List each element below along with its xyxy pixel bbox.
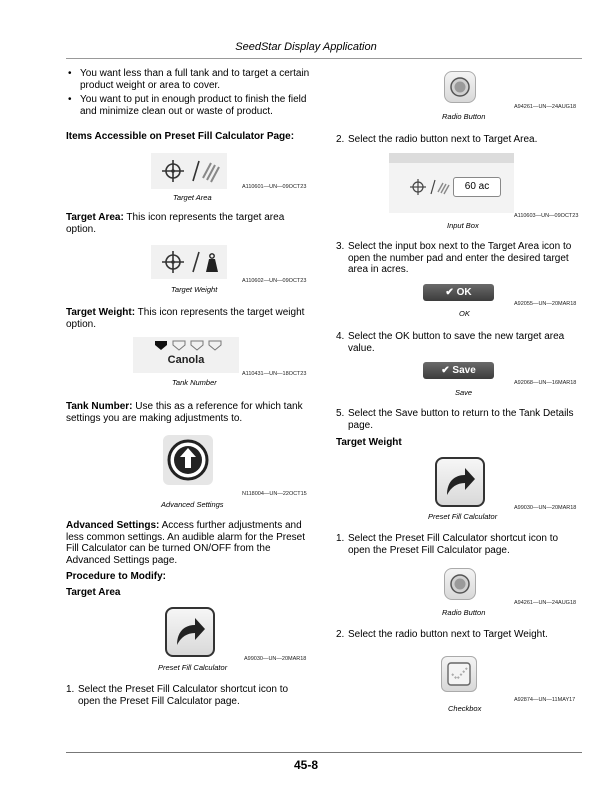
preset-fill-calculator-figure xyxy=(165,607,215,657)
term: Advanced Settings: xyxy=(66,520,160,531)
figure-caption: Radio Button xyxy=(442,608,486,617)
bullet-list xyxy=(66,68,316,120)
figure-id: A92874—UN—11MAY17 xyxy=(514,697,576,703)
target-weight-figure xyxy=(151,245,227,279)
figure-caption: Advanced Settings xyxy=(161,500,224,509)
preset-fill-calculator-figure xyxy=(435,457,485,507)
step-text: Select the Save button to return to the Tank Details page. xyxy=(348,408,574,431)
step-text: Select the radio button next to Target Area. xyxy=(348,134,538,145)
footer-rule xyxy=(66,752,582,753)
tank-number-figure xyxy=(133,337,239,373)
figure-id: A92055—UN—20MAR18 xyxy=(514,301,577,307)
step-text: Select the Preset Fill Calculator shortcut icon to open the Preset Fill Calculator page. xyxy=(78,684,289,707)
target-area-figure xyxy=(151,153,227,189)
radio-button-figure xyxy=(444,568,476,600)
figure-id: A99030—UN—20MAR18 xyxy=(244,656,307,662)
target-area-desc xyxy=(66,212,316,235)
term: Target Area: xyxy=(66,212,124,223)
figure-id: A94261—UN—24AUG18 xyxy=(514,600,577,606)
checkbox-figure xyxy=(441,656,477,692)
ok-button[interactable] xyxy=(423,284,494,301)
save-button[interactable] xyxy=(423,362,494,379)
target-area-input[interactable]: 60 ac xyxy=(453,177,501,197)
header-rule xyxy=(66,58,582,59)
figure-caption: Target Area xyxy=(173,193,212,202)
target-area-icon xyxy=(151,153,227,189)
ok-label: OK xyxy=(456,287,472,298)
figure-caption: Preset Fill Calculator xyxy=(158,663,228,672)
step-number: 2. xyxy=(336,134,345,145)
desc: This icon represents the target weight option. xyxy=(66,307,305,330)
tank-number-desc xyxy=(66,401,316,424)
step-number: 3. xyxy=(336,241,345,252)
step-text: Select the OK button to save the new target area value. xyxy=(348,331,565,354)
figure-caption: Checkbox xyxy=(448,704,482,713)
step-number: 1. xyxy=(336,533,345,544)
term: Target Weight: xyxy=(66,307,136,318)
target-weight-heading: Target Weight xyxy=(336,437,402,448)
desc: Access further adjustments and less common settings. An audible alarm for the Preset Fill Calculator can be turned ON/OFF from the Advanced Settings page. xyxy=(66,520,306,566)
figure-id: A110602—UN—09OCT23 xyxy=(242,278,307,284)
figure-caption: Radio Button xyxy=(442,112,486,121)
tank-indicator-icons xyxy=(153,339,259,353)
bullet-item: • You want to put in enough product to finish the field and minimize clean out or waste of product. xyxy=(66,94,316,117)
desc: Use this as a reference for which tank settings you are making adjustments to. xyxy=(66,401,303,424)
checkbox-icon xyxy=(442,657,476,691)
share-arrow-icon xyxy=(167,609,213,655)
figure-id: A94261—UN—24AUG18 xyxy=(514,104,577,110)
step-number: 5. xyxy=(336,408,345,419)
target-weight-icon xyxy=(151,245,227,279)
page-header: SeedStar Display Application xyxy=(235,41,377,53)
step-text: Select the Preset Fill Calculator shortcut icon to open the Preset Fill Calculator page. xyxy=(348,533,559,556)
radio-button-icon xyxy=(445,569,475,599)
radio-button-icon xyxy=(445,72,475,102)
procedure-heading: Procedure to Modify: xyxy=(66,571,167,582)
figure-id: A99030—UN—20MAR18 xyxy=(514,505,577,511)
figure-id: A92068—UN—16MAR18 xyxy=(514,380,577,386)
figure-id: A110431—UN—18OCT23 xyxy=(242,371,307,377)
figure-caption: Save xyxy=(455,388,473,397)
advanced-settings-icon xyxy=(163,435,213,485)
figure-caption: Preset Fill Calculator xyxy=(428,512,498,521)
figure-caption: Input Box xyxy=(447,221,479,230)
input-box-figure xyxy=(389,153,514,213)
target-weight-desc xyxy=(66,307,316,330)
step-text: Select the input box next to the Target Area icon to open the number pad and enter the desired target area in acres. xyxy=(348,241,572,275)
radio-button-figure xyxy=(444,71,476,103)
desc: This icon represents the target area option. xyxy=(66,212,285,235)
step-number: 2. xyxy=(336,629,345,640)
figure-id: N118004—UN—22OCT15 xyxy=(242,491,307,497)
figure-caption: Tank Number xyxy=(172,378,217,387)
items-heading: Items Accessible on Preset Fill Calculator Page: xyxy=(66,131,295,142)
bullet-item: • You want less than a full tank and to target a certain product weight or area to cover. xyxy=(66,68,316,91)
figure-id: A110601—UN—09OCT23 xyxy=(242,184,307,190)
save-label: Save xyxy=(452,365,476,376)
step-number: 1. xyxy=(66,684,75,695)
step-text: Select the radio button next to Target Weight. xyxy=(348,629,548,640)
check-icon: ✔ xyxy=(445,287,457,298)
figure-caption: OK xyxy=(459,309,470,318)
figure-id: A110603—UN—09OCT23 xyxy=(514,213,579,219)
figure-caption: Target Weight xyxy=(171,285,218,294)
advanced-settings-desc xyxy=(66,520,316,566)
advanced-settings-figure xyxy=(163,435,213,485)
term: Tank Number: xyxy=(66,401,133,412)
tank-label: Canola xyxy=(167,354,205,366)
page-number: 45-8 xyxy=(293,758,319,772)
share-arrow-icon xyxy=(437,459,483,505)
target-area-heading: Target Area xyxy=(66,587,121,598)
step-number: 4. xyxy=(336,331,345,342)
check-icon: ✔ xyxy=(441,365,453,376)
